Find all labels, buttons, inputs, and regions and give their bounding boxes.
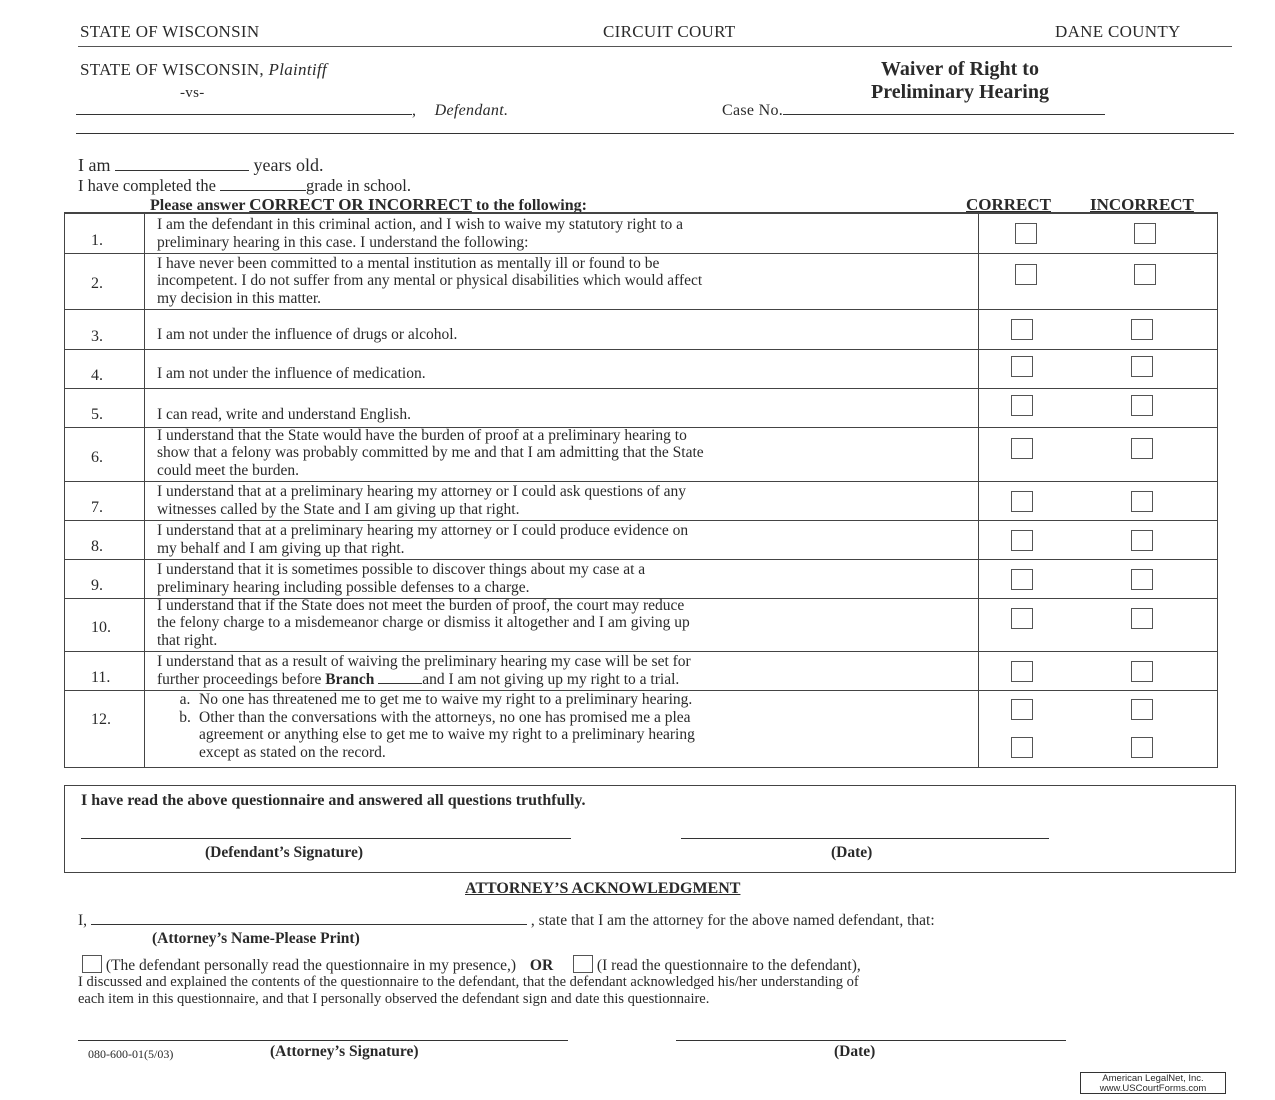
question-text: I understand that at a preliminary hearing my attorney or I could ask questions of any witnesses called by the State and I am giving up that right. — [145, 482, 979, 520]
form-title-line1: Waiver of Right to — [881, 58, 1039, 80]
incorrect-checkbox[interactable] — [1134, 223, 1156, 244]
question-number: 1. — [65, 214, 145, 253]
plaintiff-name: STATE OF WISCONSIN, — [80, 60, 264, 79]
attorney-paragraph: I discussed and explained the contents of the questionnaire to the defendant, that the defendant acknowledged his/her understanding of each item in this questionnaire, and that I personally observed the defendant sign and date this questionnaire. — [78, 974, 859, 1007]
or-label: OR — [529, 957, 554, 974]
question-row-5 — [65, 388, 1217, 427]
answer-cell — [979, 599, 1217, 651]
question-row-7 — [65, 481, 1217, 520]
defendant-date-line[interactable] — [681, 838, 1049, 839]
branch-field[interactable] — [378, 683, 422, 684]
incorrect-checkbox[interactable] — [1131, 608, 1153, 629]
question-number: 4. — [65, 350, 145, 388]
question-text: I can read, write and understand English. — [145, 389, 979, 427]
option-attorney-read: (I read the questionnaire to the defendant), — [596, 957, 861, 974]
grade-suffix: grade in school. — [306, 176, 411, 195]
question-number: 3. — [65, 310, 145, 349]
answer-cell — [979, 389, 1217, 427]
incorrect-checkbox-12a[interactable] — [1131, 699, 1153, 720]
answer-cell — [979, 652, 1217, 690]
question-row-2 — [65, 253, 1217, 309]
incorrect-checkbox[interactable] — [1131, 569, 1153, 590]
court-heading: CIRCUIT COURT — [603, 22, 736, 41]
age-line — [78, 155, 323, 176]
versus-label: -vs- — [180, 85, 205, 101]
correct-checkbox[interactable] — [1011, 438, 1033, 459]
defendant-date-label: (Date) — [831, 844, 873, 861]
defendant-name-field[interactable] — [76, 114, 412, 115]
instruction-pre: Please answer — [150, 197, 246, 214]
grade-field[interactable] — [220, 190, 306, 191]
correct-checkbox[interactable] — [1011, 661, 1033, 682]
form-number: 080-600-01(5/03) — [88, 1047, 174, 1061]
question-row-11 — [65, 651, 1217, 690]
instruction-emphasis: CORRECT OR INCORRECT — [249, 195, 472, 214]
question-number: 7. — [65, 482, 145, 520]
question-text: I am the defendant in this criminal action, and I wish to waive my statutory right to a preliminary hearing in this case. I understand the following: — [145, 214, 979, 253]
defendant-read-checkbox[interactable] — [82, 955, 102, 973]
form-title-line2: Preliminary Hearing — [871, 81, 1049, 103]
question-number: 5. — [65, 389, 145, 427]
question-row-6 — [65, 427, 1217, 481]
question-number: 8. — [65, 521, 145, 559]
plaintiff-label: Plaintiff — [268, 60, 327, 79]
question-text: I understand that the State would have the burden of proof at a preliminary hearing to show that a felony was probably committed by me and that I am admitting that the State could meet the burden. — [145, 428, 979, 481]
question-number: 9. — [65, 560, 145, 598]
case-number-line — [722, 102, 1105, 120]
column-header-correct: CORRECT — [966, 195, 1052, 214]
correct-checkbox-12a[interactable] — [1011, 699, 1033, 720]
question-12b: b. Other than the conversations with the attorneys, no one has promised me a plea — [179, 708, 691, 726]
correct-checkbox[interactable] — [1011, 395, 1033, 416]
question-number: 6. — [65, 428, 145, 481]
answer-cell — [979, 560, 1217, 598]
answer-cell — [979, 482, 1217, 520]
state-heading: STATE OF WISCONSIN — [80, 22, 260, 41]
answer-cell — [979, 254, 1217, 309]
question-row-10 — [65, 598, 1217, 651]
instruction-post: to the following: — [475, 197, 587, 214]
question-number: 10. — [65, 599, 145, 651]
incorrect-checkbox[interactable] — [1131, 356, 1153, 377]
option-defendant-read: (The defendant personally read the questionnaire in my presence,) — [105, 957, 517, 974]
age-prefix: I am — [78, 155, 111, 175]
header-rule — [78, 46, 1232, 47]
reading-options-line — [82, 955, 861, 975]
attorney-statement-line — [78, 912, 935, 930]
defendant-label: Defendant. — [434, 102, 509, 119]
attorney-name-label: (Attorney’s Name-Please Print) — [152, 930, 360, 947]
attorney-date-line[interactable] — [676, 1040, 1066, 1041]
attorney-read-checkbox[interactable] — [573, 955, 593, 973]
question-text: I understand that if the State does not meet the burden of proof, the court may reduce the felony charge to a misdemeanor charge or dismiss it altogether and I am giving up that right. — [145, 599, 979, 651]
question-row-9 — [65, 559, 1217, 598]
correct-checkbox[interactable] — [1015, 264, 1037, 285]
question-row-4 — [65, 349, 1217, 388]
attorney-signature-line[interactable] — [78, 1040, 568, 1041]
correct-checkbox[interactable] — [1011, 356, 1033, 377]
county-heading: DANE COUNTY — [1055, 22, 1181, 41]
correct-checkbox[interactable] — [1011, 491, 1033, 512]
correct-checkbox[interactable] — [1015, 223, 1037, 244]
correct-checkbox[interactable] — [1011, 530, 1033, 551]
header-separator — [76, 133, 1234, 134]
correct-checkbox[interactable] — [1011, 608, 1033, 629]
question-row-12 — [65, 690, 1217, 767]
column-header-incorrect: INCORRECT — [1090, 195, 1194, 214]
grade-prefix: I have completed the — [78, 176, 216, 195]
answer-cell — [979, 350, 1217, 388]
certification-statement: I have read the above questionnaire and answered all questions truthfully. — [81, 792, 586, 809]
question-text: I am not under the influence of medication. — [145, 350, 979, 388]
question-text: I am not under the influence of drugs or alcohol. — [145, 310, 979, 349]
defendant-line: , Defendant. — [76, 102, 508, 120]
incorrect-checkbox[interactable] — [1131, 438, 1153, 459]
attorney-name-field[interactable] — [91, 924, 527, 925]
defendant-signature-label: (Defendant’s Signature) — [205, 844, 364, 861]
incorrect-checkbox[interactable] — [1131, 530, 1153, 551]
correct-checkbox-12b[interactable] — [1011, 737, 1033, 758]
answer-cell — [979, 310, 1217, 349]
question-text: I understand that at a preliminary hearing my attorney or I could produce evidence on my behalf and I am giving up that right. — [145, 521, 979, 559]
incorrect-checkbox-12b[interactable] — [1131, 737, 1153, 758]
question-number: 2. — [65, 254, 145, 309]
question-row-3 — [65, 309, 1217, 349]
attorney-signature-label: (Attorney’s Signature) — [270, 1043, 419, 1060]
question-text: I have never been committed to a mental institution as mentally ill or found to be incompetent. I do not suffer from any mental or physical disabilities which would affect my decision in this matter. — [145, 254, 979, 309]
answer-cell — [979, 691, 1217, 767]
case-number-label: Case No. — [722, 102, 784, 119]
questionnaire-table — [64, 212, 1218, 768]
attorney-date-label: (Date) — [834, 1043, 876, 1060]
attorney-statement: , state that I am the attorney for the above named defendant, that: — [530, 912, 935, 929]
incorrect-checkbox[interactable] — [1131, 319, 1153, 340]
answer-cell — [979, 214, 1217, 253]
attorney-heading: ATTORNEY’S ACKNOWLEDGMENT — [465, 880, 741, 897]
question-12a: a. No one has threatened me to get me to waive my right to a preliminary hearing. — [179, 691, 693, 708]
question-text: I understand that as a result of waiving the preliminary hearing my case will be set for further proceedings before Branch and I am not giving up my right to a trial. — [145, 652, 979, 690]
answer-cell — [979, 428, 1217, 481]
question-number: 12. — [65, 691, 145, 767]
incorrect-checkbox[interactable] — [1134, 264, 1156, 285]
case-number-field[interactable] — [783, 114, 1105, 115]
question-text: I understand that it is sometimes possible to discover things about my case at a preliminary hearing including possible defenses to a charge. — [145, 560, 979, 598]
correct-checkbox[interactable] — [1011, 569, 1033, 590]
certification-box — [64, 785, 1236, 873]
question-row-8 — [65, 520, 1217, 559]
incorrect-checkbox[interactable] — [1131, 491, 1153, 512]
question-number: 11. — [65, 652, 145, 690]
form-title — [800, 58, 1120, 104]
question-row-1 — [65, 214, 1217, 253]
incorrect-checkbox[interactable] — [1131, 395, 1153, 416]
age-suffix: years old. — [253, 155, 324, 175]
defendant-signature-line[interactable] — [81, 838, 571, 839]
publisher-tag: American LegalNet, Inc. www.USCourtForms.com — [1080, 1072, 1226, 1094]
age-field[interactable] — [115, 170, 249, 171]
plaintiff-line — [80, 60, 327, 80]
attorney-i-prefix: I, — [78, 912, 88, 929]
question-text: a. No one has threatened me to get me to waive my right to a preliminary hearing. b. Other than the conversations with the attorneys, no one has promised me a plea agreement or anything else to get me to waive my right to a preliminary hearing except as stated on the record. — [145, 691, 979, 767]
grade-line — [78, 176, 411, 196]
incorrect-checkbox[interactable] — [1131, 661, 1153, 682]
answer-cell — [979, 521, 1217, 559]
correct-checkbox[interactable] — [1011, 319, 1033, 340]
